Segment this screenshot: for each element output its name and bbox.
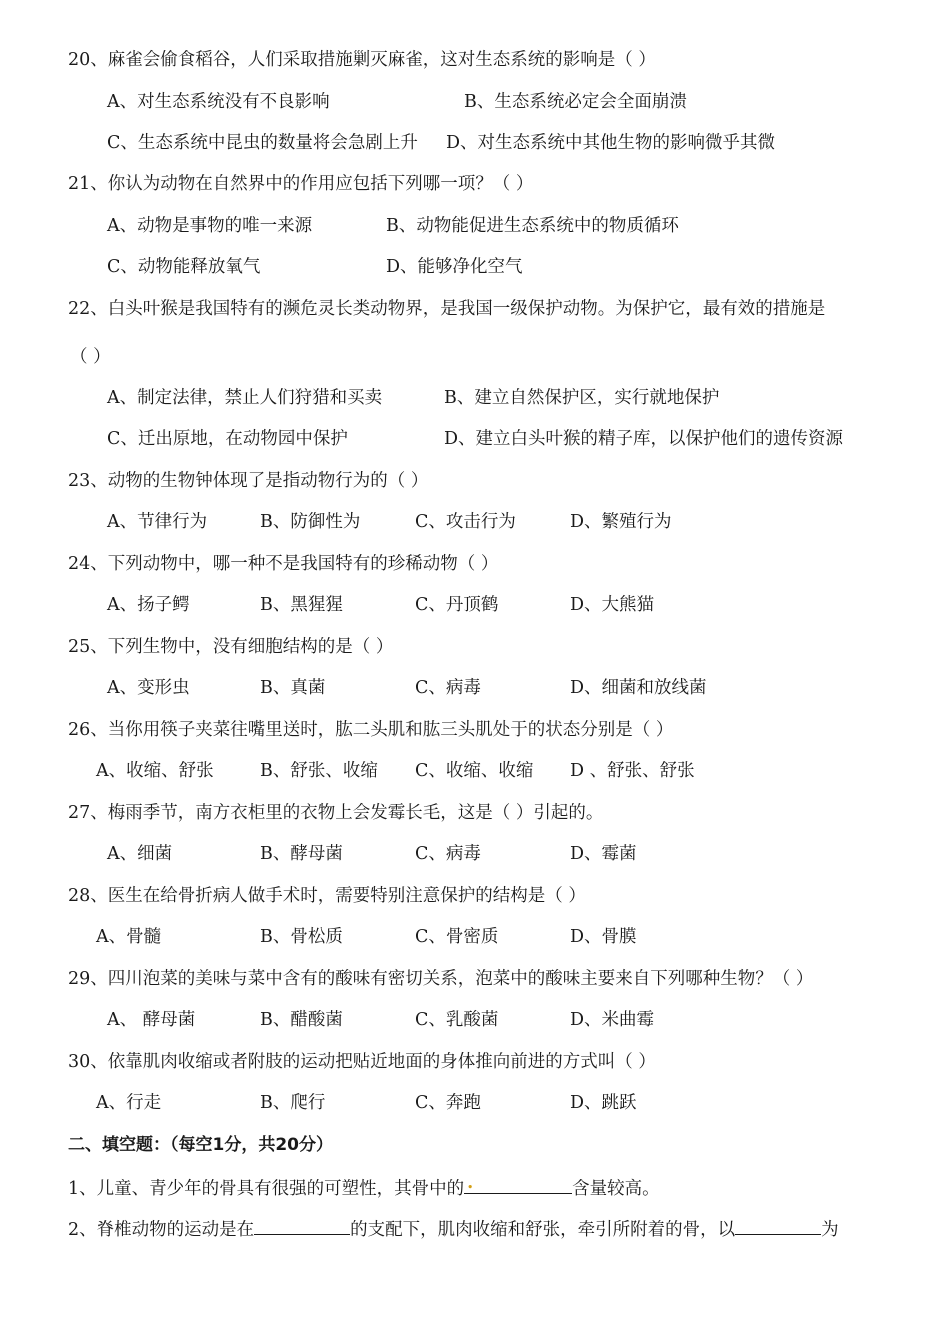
- question-30-stem: 30、依靠肌肉收缩或者附肢的运动把贴近地面的身体推向前进的方式叫（ ）: [68, 1052, 656, 1072]
- fill2-text-middle: 的支配下，肌肉收缩和舒张，牵引所附着的骨，以: [350, 1220, 736, 1240]
- question-22-stem: 22、白头叶猴是我国特有的濒危灵长类动物界，是我国一级保护动物。为保护它，最有效的措施是: [68, 299, 826, 319]
- q26-option-c: C、收缩、收缩: [415, 761, 534, 781]
- q27-option-d: D、霉菌: [570, 844, 637, 864]
- q22-option-a: A、制定法律，禁止人们狩猎和买卖: [107, 388, 383, 408]
- q22-option-d: D、建立白头叶猴的精子库，以保护他们的遗传资源: [444, 429, 844, 449]
- question-21-stem: 21、你认为动物在自然界中的作用应包括下列哪一项？（ ）: [68, 174, 534, 194]
- q30-option-c: C、奔跑: [415, 1093, 481, 1113]
- q24-option-c: C、丹顶鹤: [415, 595, 499, 615]
- q22-option-c: C、迁出原地，在动物园中保护: [107, 429, 348, 449]
- q26-option-a: A、收缩、舒张: [96, 761, 214, 781]
- q21-option-b: B、动物能促进生态系统中的物质循环: [386, 216, 679, 236]
- fill2-text-after: 为: [821, 1220, 839, 1240]
- section-heading: 二、填空题：（每空1分，共20分）: [68, 1135, 333, 1155]
- q25-option-b: B、真菌: [260, 678, 326, 698]
- q25-option-d: D、细菌和放线菌: [570, 678, 707, 698]
- question-23-stem: 23、动物的生物钟体现了是指动物行为的（ ）: [68, 471, 429, 491]
- q29-option-c: C、乳酸菌: [415, 1010, 499, 1030]
- q24-option-a: A、扬子鳄: [107, 595, 190, 615]
- q22-option-b: B、建立自然保护区，实行就地保护: [444, 388, 720, 408]
- q21-option-a: A、动物是事物的唯一来源: [107, 216, 313, 236]
- question-22-stem-continued: （ ）: [70, 347, 111, 367]
- answer-blank[interactable]: [464, 1175, 572, 1194]
- q30-option-d: D、跳跃: [570, 1093, 637, 1113]
- q29-option-d: D、米曲霉: [570, 1010, 655, 1030]
- q28-option-a: A、骨髓: [96, 927, 162, 947]
- fill1-text-before: 1、儿童、青少年的骨具有很强的可塑性，其骨中的: [68, 1179, 465, 1199]
- question-27-stem: 27、梅雨季节，南方衣柜里的衣物上会发霉长毛，这是（ ）引起的。: [68, 803, 604, 823]
- answer-blank[interactable]: [254, 1216, 350, 1235]
- q23-option-b: B、防御性为: [260, 512, 361, 532]
- fill1-text-after: 含量较高。: [572, 1179, 660, 1199]
- q21-option-c: C、动物能释放氧气: [107, 257, 261, 277]
- question-28-stem: 28、医生在给骨折病人做手术时，需要特别注意保护的结构是（ ）: [68, 886, 586, 906]
- q23-option-a: A、节律行为: [107, 512, 208, 532]
- q23-option-c: C、攻击行为: [415, 512, 516, 532]
- q27-option-b: B、酵母菌: [260, 844, 343, 864]
- q20-option-b: B、生态系统必定会全面崩溃: [464, 92, 687, 112]
- q25-option-a: A、变形虫: [107, 678, 190, 698]
- mark-dot: .: [467, 1173, 474, 1193]
- fill2-text-before: 2、脊椎动物的运动是在: [68, 1220, 255, 1240]
- answer-blank[interactable]: [735, 1216, 821, 1235]
- q23-option-d: D、繁殖行为: [570, 512, 672, 532]
- question-25-stem: 25、下列生物中，没有细胞结构的是（ ）: [68, 637, 394, 657]
- q28-option-d: D、骨膜: [570, 927, 637, 947]
- q29-option-a: A、 酵母菌: [107, 1010, 196, 1030]
- fill-blank-question-1: [68, 1175, 660, 1201]
- q27-option-a: A、细菌: [107, 844, 173, 864]
- q30-option-b: B、爬行: [260, 1093, 326, 1113]
- question-20-stem: 20、麻雀会偷食稻谷，人们采取措施剿灭麻雀，这对生态系统的影响是（ ）: [68, 50, 656, 70]
- q24-option-d: D、大熊猫: [570, 595, 655, 615]
- q24-option-b: B、黑猩猩: [260, 595, 343, 615]
- q21-option-d: D、能够净化空气: [386, 257, 523, 277]
- q28-option-c: C、骨密质: [415, 927, 499, 947]
- q25-option-c: C、病毒: [415, 678, 481, 698]
- q26-option-d: D 、舒张、舒张: [570, 761, 695, 781]
- q28-option-b: B、骨松质: [260, 927, 343, 947]
- q27-option-c: C、病毒: [415, 844, 481, 864]
- question-29-stem: 29、四川泡菜的美味与菜中含有的酸味有密切关系，泡菜中的酸味主要来自下列哪种生物？（ ）: [68, 969, 814, 989]
- q20-option-d: D、对生态系统中其他生物的影响微乎其微: [446, 133, 776, 153]
- question-24-stem: 24、下列动物中，哪一种不是我国特有的珍稀动物（ ）: [68, 554, 499, 574]
- q26-option-b: B、舒张、收缩: [260, 761, 378, 781]
- fill-blank-question-2: [68, 1216, 839, 1242]
- q20-option-c: C、生态系统中昆虫的数量将会急剧上升: [107, 133, 418, 153]
- question-26-stem: 26、当你用筷子夹菜往嘴里送时，肱二头肌和肱三头肌处于的状态分别是（ ）: [68, 720, 674, 740]
- q20-option-a: A、对生态系统没有不良影响: [107, 92, 330, 112]
- q29-option-b: B、醋酸菌: [260, 1010, 343, 1030]
- q30-option-a: A、行走: [96, 1093, 162, 1113]
